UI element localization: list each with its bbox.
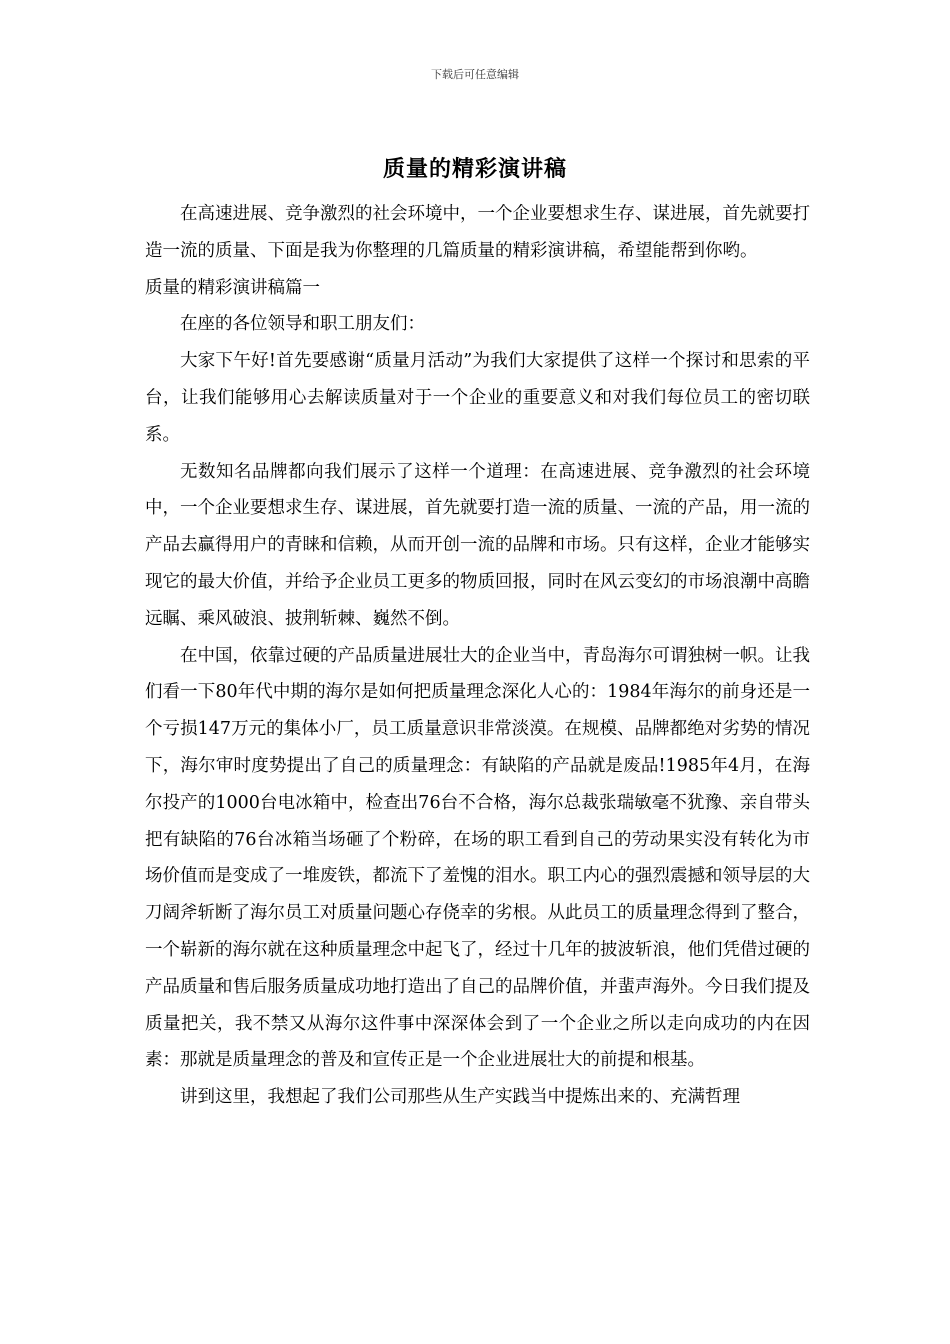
section-heading: 质量的精彩演讲稿篇一 bbox=[145, 277, 320, 298]
paragraph: 大家下午好!首先要感谢“质量月活动”为我们大家提供了这样一个探讨和思索的平台，让我们能够用心去解读质量对于一个企业的重要意义和对我们每位员工的密切联系。 bbox=[145, 351, 810, 445]
page-header: 下载后可任意编辑 bbox=[431, 68, 519, 81]
document-title: 质量的精彩演讲稿 bbox=[382, 156, 567, 182]
paragraph-salutation: 在座的各位领导和职工朋友们： bbox=[180, 314, 425, 335]
paragraph-intro: 在高速进展、竞争激烈的社会环境中，一个企业要想求生存、谋进展，首先就要打造一流的质量、下面是我为你整理的几篇质量的精彩演讲稿，希望能帮到你哟。 bbox=[145, 204, 810, 261]
paragraph: 讲到这里，我想起了我们公司那些从生产实践当中提炼出来的、充满哲理 bbox=[180, 1087, 740, 1108]
paragraph: 在中国，依靠过硬的产品质量进展壮大的企业当中，青岛海尔可谓独树一帜。让我们看一下80年代中期的海尔是如何把质量理念深化人心的：1984年海尔的前身还是一个亏损147万元的集体小厂，员工质量意识非常淡漠。在规模、品牌都绝对劣势的情况下，海尔审时度势提出了自己的质量理念：有缺陷的产品就是废品!1985年4月，在海尔投产的1000台电冰箱中，检查出76台不合格，海尔总裁张瑞敏毫不犹豫、亲自带头把有缺陷的76台冰箱当场砸了个粉碎，在场的职工看到自己的劳动果实没有转化为市场价值而是变成了一堆废铁，都流下了羞愧的泪水。职工内心的强烈震撼和领导层的大刀阔斧斩断了海尔员工对质量问题心存侥幸的劣根。从此员工的质量理念得到了整合，一个崭新的海尔就在这种质量理念中起飞了，经过十几年的披波斩浪，他们凭借过硬的产品质量和售后服务质量成功地打造出了自己的品牌价值，并蜚声海外。今日我们提及质量把关，我不禁又从海尔这件事中深深体会到了一个企业之所以走向成功的内在因素：那就是质量理念的普及和宣传正是一个企业进展壮大的前提和根基。 bbox=[145, 645, 810, 1071]
paragraph: 无数知名品牌都向我们展示了这样一个道理：在高速进展、竞争激烈的社会环境中，一个企业要想求生存、谋进展，首先就要打造一流的质量、一流的产品，用一流的产品去赢得用户的青睐和信赖，从而开创一流的品牌和市场。只有这样，企业才能够实现它的最大价值，并给予企业员工更多的物质回报，同时在风云变幻的市场浪潮中高瞻远瞩、乘风破浪、披荆斩棘、巍然不倒。 bbox=[145, 461, 810, 629]
document-body bbox=[145, 196, 810, 1116]
